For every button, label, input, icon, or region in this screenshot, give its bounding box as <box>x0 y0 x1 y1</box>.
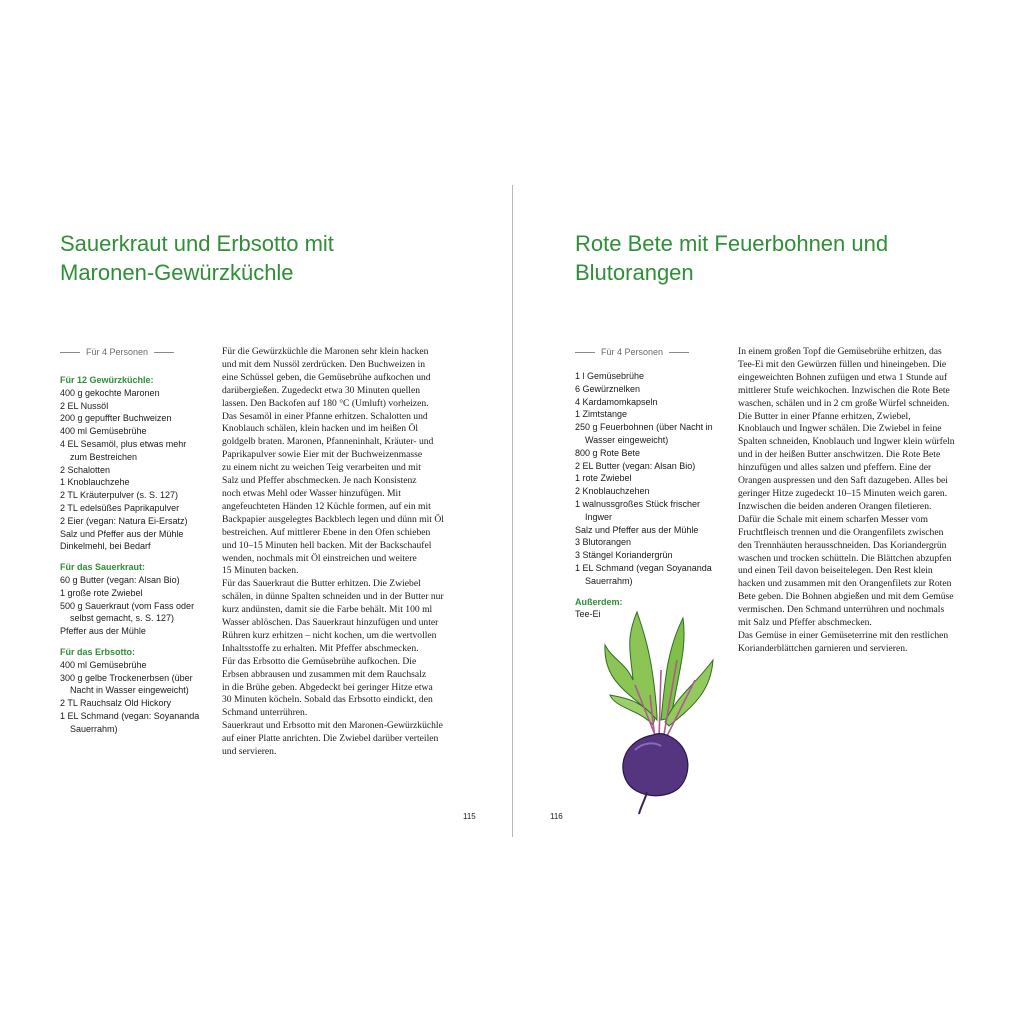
method-line: schälen, in dünne Spalten schneiden und in der Butter nur <box>222 591 444 603</box>
method-line: Dafür die Schale mit einem scharfen Messer vom <box>738 513 928 525</box>
method-line: wenden, nochmals mit Öl einstreichen und weitere <box>222 552 417 564</box>
ingredient-line: 1 EL Schmand (vegan: Soyananda <box>60 710 200 721</box>
ingredient-line: Salz und Pfeffer aus der Mühle <box>575 524 699 535</box>
ingredient-line: 1 l Gemüsebrühe <box>575 371 645 381</box>
title-line: Rote Bete mit Feuerbohnen und <box>575 231 889 256</box>
method-line: Für das Erbsotto die Gemüsebrühe aufkochen. Die <box>222 655 417 667</box>
ingredient-line: Ingwer <box>585 511 613 522</box>
rule <box>575 352 595 353</box>
ingredient-line: 1 große rote Zwiebel <box>60 587 143 598</box>
ingredient-line: 250 g Feuerbohnen (über Nacht in <box>575 422 713 433</box>
right-servings <box>575 347 689 357</box>
method-line: angefeuchteten Händen 12 Küchle formen, auf ein mit <box>222 500 431 512</box>
rule <box>60 352 80 353</box>
method-line: hinzufügen und alles salzen und pfeffern. Eine der <box>738 462 932 474</box>
ingredient-line: 60 g Butter (vegan: Alsan Bio) <box>60 574 180 585</box>
method-line: geringer Hitze zugedeckt 10–15 Minuten weich garen. <box>738 487 948 499</box>
method-line: Das Gemüse in einer Gemüseterrine mit den restlichen <box>738 629 949 641</box>
spacer <box>60 553 199 561</box>
method-line: Korianderblättchen garnieren und servieren. <box>738 642 908 654</box>
ingredient-line: 800 g Rote Bete <box>575 447 641 458</box>
method-line: kurz andünsten, damit sie die Farbe behält. Mit 100 ml <box>222 604 433 616</box>
ingredient-line: 1 walnussgroßes Stück frischer <box>575 498 701 509</box>
left-ingredients <box>60 374 199 736</box>
ingredient-line: Salz und Pfeffer aus der Mühle <box>60 528 184 539</box>
ingredient-line: 2 TL Kräuterpulver (s. S. 127) <box>60 490 179 501</box>
method-line: Inzwischen die beiden anderen Orangen filetieren. <box>738 500 932 512</box>
ingredient-line: Sauerrahm) <box>585 575 633 586</box>
ingredient-line: 1 Zimtstange <box>575 409 628 420</box>
right-ingredients <box>575 370 713 621</box>
method-line: und 10–15 Minuten hell backen. Mit der Backschaufel <box>222 539 432 551</box>
method-line: Bete geben. Die Bohnen abgießen und mit dem Gemüse <box>738 591 954 603</box>
method-line: mit Salz und Pfeffer abschmecken. <box>738 617 872 629</box>
method-line: Orangen auspressen und den Saft dazugeben. Alles bei <box>738 475 948 487</box>
ingredient-line: 400 ml Gemüsebrühe <box>60 659 147 670</box>
method-line: 15 Minuten backen. <box>222 565 299 577</box>
method-line: Rühren kurz erhitzen – nicht kochen, um die wertvollen <box>222 629 437 641</box>
method-line: Für das Sauerkraut die Butter erhitzen. Die Zwiebel <box>222 578 421 590</box>
rule <box>669 352 689 353</box>
method-line: und einen Teil davon beiseitelegen. Den Rest klein <box>738 565 933 577</box>
ingredient-line: 2 EL Nussöl <box>60 400 109 411</box>
ingredient-line: 200 g gepuffter Buchweizen <box>60 413 172 424</box>
spacer <box>60 638 199 646</box>
left-servings <box>60 347 174 357</box>
left-recipe-title <box>60 229 334 287</box>
ingredient-line: selbst gemacht, s. S. 127) <box>70 613 175 624</box>
method-line: vermischen. Den Schmand unterrühren und nochmals <box>738 604 945 616</box>
ingredient-line: 2 Knoblauchzehen <box>575 486 650 497</box>
method-line: Für die Gewürzküchle die Maronen sehr klein hacken <box>222 346 429 357</box>
method-line: Knoblauch schälen, klein hacken und im heißen Öl <box>222 423 419 435</box>
method-line: Die Butter in einer Pfanne erhitzen, Zwiebel, <box>738 410 911 422</box>
method-line: Sauerkraut und Erbsotto mit den Maronen-Gewürzküchle <box>222 720 443 732</box>
method-line: darübergießen. Zugedeckt etwa 30 Minuten quellen <box>222 384 421 396</box>
beetroot-illustration <box>595 600 725 815</box>
ingredient-line: 2 EL Butter (vegan: Alsan Bio) <box>575 460 696 471</box>
ingredient-line: 2 TL edelsüßes Paprikapulver <box>60 502 180 513</box>
page-number: 116 <box>550 812 563 821</box>
ingredient-line: 1 Knoblauchzehe <box>60 477 130 488</box>
right-method <box>738 346 955 656</box>
page-number: 115 <box>463 812 476 821</box>
ingredient-group-heading: Für das Sauerkraut: <box>60 562 146 573</box>
method-line: Knoblauch und Ingwer schälen. Die Zwiebel in feine <box>738 423 942 435</box>
method-line: waschen, schälen und in 2 cm große Würfel schneiden. <box>738 397 950 409</box>
method-line: mittlerer Stufe weichkochen. Inzwischen die Rote Bete <box>738 384 950 396</box>
ingredient-line: Dinkelmehl, bei Bedarf <box>60 541 151 552</box>
method-line: Spalten schneiden, Knoblauch und Ingwer klein würfeln <box>738 436 955 448</box>
right-recipe-title <box>575 229 888 287</box>
servings-label: Für 4 Personen <box>601 347 664 357</box>
method-line: hacken und zusammen mit den Orangenfilets zur Roten <box>738 578 952 590</box>
ingredient-line: 2 Schalotten <box>60 464 111 475</box>
title-line: Blutorangen <box>575 260 694 285</box>
title-line: Maronen-Gewürzküchle <box>60 260 294 285</box>
method-line: und servieren. <box>222 746 277 758</box>
method-line: auf einer Platte anrichten. Die Zwiebel darüber verteilen <box>222 733 439 745</box>
method-line: eingeweichten Bohnen zufügen und etwa 1 Stunde auf <box>738 371 948 383</box>
method-line: Das Sesamöl in einer Pfanne erhitzen. Schalotten und <box>222 410 428 422</box>
ingredient-line: Wasser eingeweicht) <box>585 434 669 445</box>
method-line: noch etwas Mehl oder Wasser hinzufügen. Mit <box>222 487 401 499</box>
ingredient-line: 4 EL Sesamöl, plus etwas mehr <box>60 438 187 449</box>
ingredient-line: 6 Gewürznelken <box>575 383 641 394</box>
ingredient-line: 400 ml Gemüsebrühe <box>60 426 147 437</box>
method-line: goldgelb braten. Maronen, Pfanneninhalt, Kräuter- und <box>222 436 434 448</box>
method-line: den Trennhäuten herausschneiden. Das Koriandergrün <box>738 539 947 551</box>
ingredient-line: 4 Kardamomkapseln <box>575 396 658 407</box>
method-line: Fruchtfleisch trennen und die Orangenfilets zwischen <box>738 526 944 538</box>
method-line: Salz und Pfeffer abschmecken. Je nach Konsistenz <box>222 475 417 487</box>
ingredient-group-heading: Für 12 Gewürzküchle: <box>60 375 154 385</box>
ingredient-group-heading: Für das Erbsotto: <box>60 646 136 657</box>
ingredient-group-heading: Außerdem: <box>575 596 623 607</box>
method-line: Wasser ablöschen. Das Sauerkraut hinzufügen und unter <box>222 617 439 629</box>
left-method <box>222 346 444 759</box>
method-line: Erbsen abbrausen und zusammen mit dem Rauchsalz <box>222 668 427 680</box>
ingredient-line: Tee-Ei <box>575 609 601 620</box>
method-line: In einem großen Topf die Gemüsebrühe erhitzen, das <box>738 346 942 357</box>
ingredient-line: Nacht in Wasser eingeweicht) <box>70 685 189 696</box>
ingredient-line: 2 Eier (vegan: Natura Ei-Ersatz) <box>60 515 188 526</box>
ingredient-line: Sauerrahm) <box>70 723 118 734</box>
method-line: Backpapier ausgelegtes Backblech legen und dünn mit Öl <box>222 513 444 525</box>
ingredient-line: 3 Stängel Koriandergrün <box>575 550 673 561</box>
method-line: eine Schüssel geben, die Gemüsebrühe aufkochen und <box>222 371 431 383</box>
book-spine-divider <box>512 185 513 837</box>
method-line: zu einem nicht zu weichen Teig verarbeiten und mit <box>222 462 421 474</box>
method-line: lassen. Den Backofen auf 180 °C (Umluft) vorheizen. <box>222 397 429 409</box>
ingredient-line: 1 EL Schmand (vegan Soyananda <box>575 562 712 573</box>
method-line: Schmand unterrühren. <box>222 707 308 719</box>
method-line: und mit dem Nussöl zerdrücken. Den Buchweizen in <box>222 358 426 370</box>
ingredient-line: 2 TL Rauchsalz Old Hickory <box>60 698 172 709</box>
title-line: Sauerkraut und Erbsotto mit <box>60 231 334 256</box>
ingredient-line: 1 rote Zwiebel <box>575 473 632 484</box>
servings-label: Für 4 Personen <box>86 347 149 357</box>
method-line: bestreichen. Auf mittlerer Ebene in den Ofen schieben <box>222 526 431 538</box>
ingredient-line: Pfeffer aus der Mühle <box>60 626 146 637</box>
ingredient-line: 300 g gelbe Trockenerbsen (über <box>60 672 193 683</box>
method-line: Inhaltsstoffe zu erhalten. Mit Pfeffer abschmecken. <box>222 642 419 654</box>
ingredient-line: 3 Blutorangen <box>575 537 632 548</box>
spacer <box>575 588 713 596</box>
method-line: in die Brühe geben. Abgedeckt bei geringer Hitze etwa <box>222 681 433 693</box>
method-line: Paprikapulver sowie Eier mit der Buchweizenmasse <box>222 449 423 461</box>
method-line: waschen und trocken schütteln. Die Blättchen abzupfen <box>738 552 952 564</box>
rule <box>154 352 174 353</box>
ingredient-line: 500 g Sauerkraut (vom Fass oder <box>60 600 195 611</box>
ingredient-line: zum Bestreichen <box>70 451 138 462</box>
method-line: und in der heißen Butter anschwitzen. Die Rote Bete <box>738 449 941 461</box>
method-line: 30 Minuten köcheln. Sobald das Erbsotto eindickt, den <box>222 694 433 706</box>
ingredient-line: 400 g gekochte Maronen <box>60 387 160 398</box>
method-line: Tee-Ei mit den Gewürzen füllen und hineingeben. Die <box>738 358 947 370</box>
